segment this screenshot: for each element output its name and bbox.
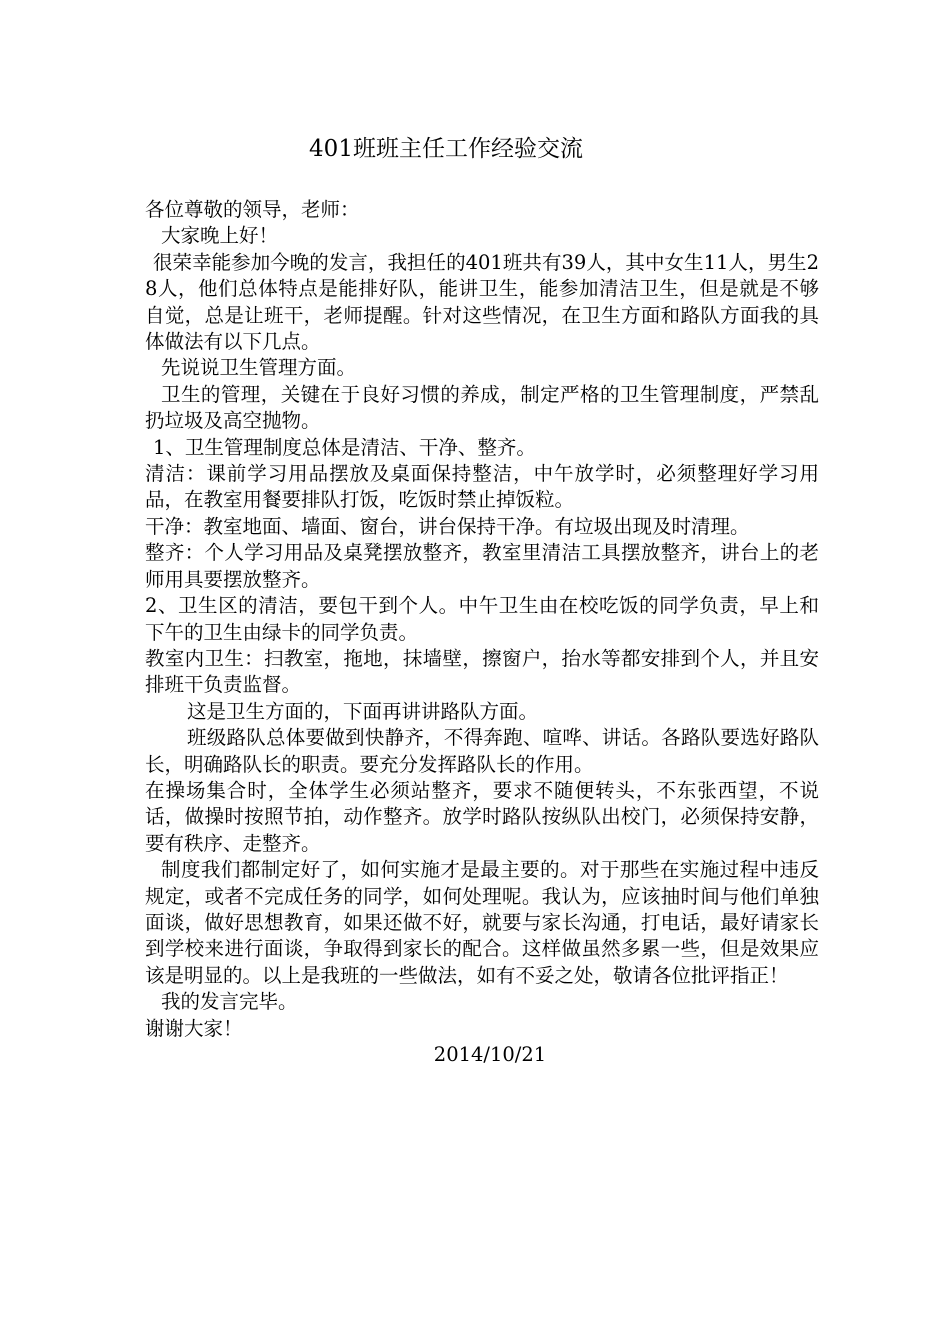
document-date: 2014/10/21 [433, 1043, 547, 1066]
tidy-rule-paragraph: 干净：教室地面、墙面、窗台，讲台保持干净。有垃圾出现及时清理。 [145, 514, 750, 538]
salutation: 各位尊敬的领导，老师： [145, 198, 360, 221]
queue-paragraph: 班级路队总体要做到快静齐，不得奔跑、喧哗、讲话。各路队要选好路队长，明确路队长的职责。要充分发挥路队长的作用。 [145, 726, 819, 776]
closing-statement: 我的发言完毕。 [161, 990, 298, 1014]
classroom-hygiene-paragraph: 教室内卫生：扫教室，拖地，抹墙壁，擦窗户，抬水等都安排到个人，并且安排班干负责监督。 [145, 646, 819, 697]
document-title: 401班班主任工作经验交流 [309, 136, 583, 162]
hygiene-heading: 先说说卫生管理方面。 [161, 356, 357, 380]
hygiene-management-paragraph: 卫生的管理，关键在于良好习惯的养成，制定严格的卫生管理制度，严禁乱扔垃圾及高空抛物。 [145, 382, 819, 433]
rule-2-paragraph: 2、卫生区的清洁，要包干到个人。中午卫生由在校吃饭的同学负责，早上和下午的卫生由绿卡的同学负责。 [145, 594, 819, 644]
orderly-rule-paragraph: 整齐：个人学习用品及桌凳摆放整齐，教室里清洁工具摆放整齐，讲台上的老师用具要摆放整齐。 [145, 541, 819, 591]
intro-paragraph: 很荣幸能参加今晚的发言，我担任的401班共有39人，其中女生11人，男生28人，他们总体特点是能排好队，能讲卫生，能参加清洁卫生，但是就是不够自觉，总是让班干，老师提醒。针对这些情况，在卫生方面和路队方面我的具体做法有以下几点。 [145, 250, 819, 354]
clean-rule-paragraph: 清洁：课前学习用品摆放及桌面保持整洁，中午放学时，必须整理好学习用品，在教室用餐要排队打饭，吃饭时禁止掉饭粒。 [145, 462, 819, 512]
transition-paragraph: 这是卫生方面的，下面再讲讲路队方面。 [187, 699, 539, 723]
document-body [145, 197, 819, 1068]
rule-1-heading: 1、卫生管理制度总体是清洁、干净、整齐。 [153, 435, 536, 459]
greeting: 大家晚上好！ [161, 224, 279, 248]
implementation-paragraph: 制度我们都制定好了，如何实施才是最主要的。对于那些在实施过程中违反规定，或者不完成任务的同学，如何处理呢。我认为，应该抽时间与他们单独面谈，做好思想教育，如果还做不好，就要与家长沟通，打电话，最好请家长到学校来进行面谈，争取得到家长的配合。这样做虽然多累一些，但是效果应该是明显的。以上是我班的一些做法，如有不妥之处，敬请各位批评指正！ [145, 858, 819, 987]
thanks-line: 谢谢大家！ [145, 1016, 243, 1040]
assembly-paragraph: 在操场集合时，全体学生必须站整齐，要求不随便转头，不东张西望，不说话，做操时按照节拍，动作整齐。放学时路队按纵队出校门，必须保持安静，要有秩序、走整齐。 [145, 778, 819, 855]
